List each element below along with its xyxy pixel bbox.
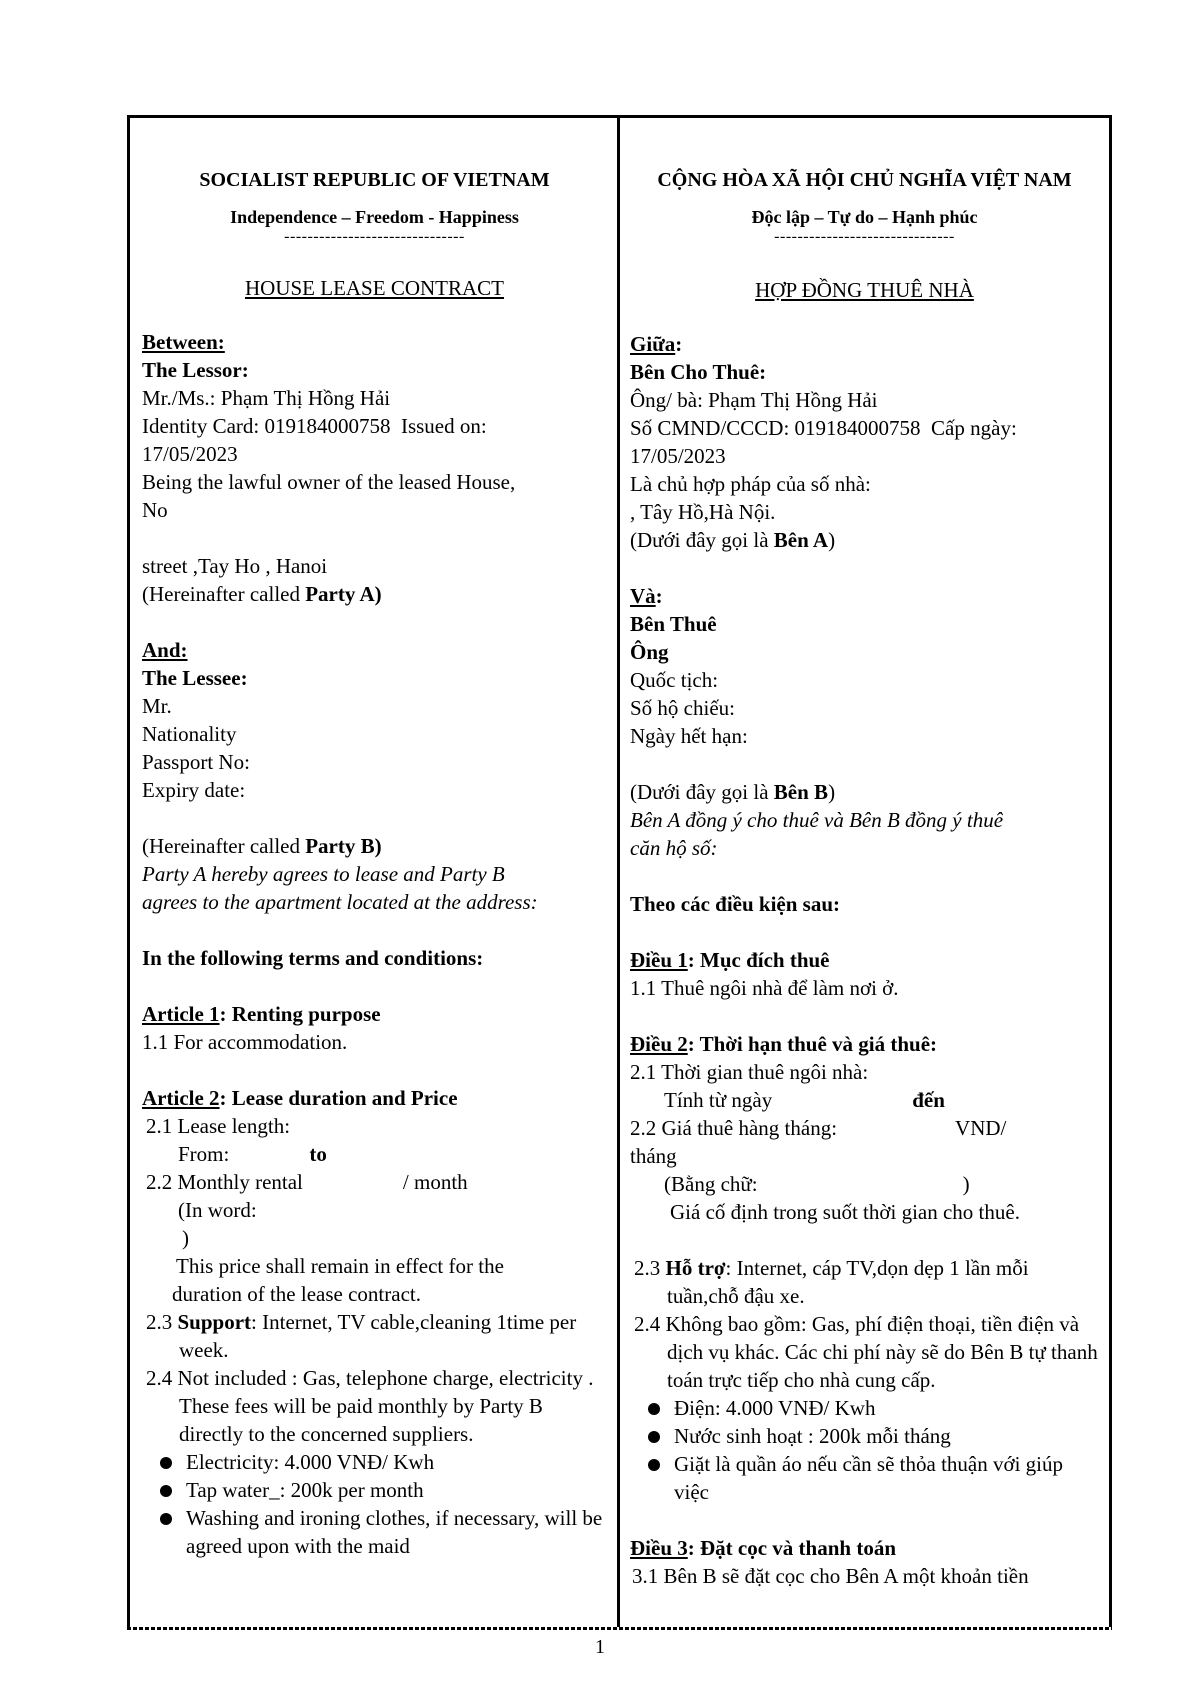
lessee-nationality: Nationality [142,722,237,746]
bullet-water: Tap water_: 200k per month [142,1476,607,1504]
and-heading: And: [142,638,188,662]
bullet-dot-icon [160,1457,172,1469]
owner-street: street ,Tay Ho , Hanoi [142,554,328,578]
lessor-heading-vi: Bên Cho Thuê: [630,360,767,384]
lessor-id: Identity Card: 019184000758 Issued on: [142,414,487,438]
divider-dashes-vi: ------------------------------- [774,228,955,245]
article-1-item: 1.1 For accommodation. [142,1030,348,1054]
party-b-designation: (Hereinafter called Party B) [142,834,382,858]
contract-title: HOUSE LEASE CONTRACT [244,276,504,300]
bullet-laundry-vi: Giặt là quần áo nếu cần sẽ thỏa thuận với giúp việc [630,1450,1099,1506]
monthly-rental-vi: 2.2 Giá thuê hàng tháng: VND/ [630,1116,1007,1140]
agreement-line-2: agrees to the apartment located at the address: [142,890,538,914]
agreement-line-1: Party A hereby agrees to lease and Party B [142,862,505,886]
lessee-passport: Passport No: [142,750,250,774]
country-heading-vi: CỘNG HÒA XÃ HỘI CHỦ NGHĨA VIỆT NAM [657,169,1072,191]
article-1-heading-vi: Điều 1: Mục đích thuê [630,948,830,972]
agreement-line-1-vi: Bên A đồng ý cho thuê và Bên B đồng ý thuê [630,808,1004,832]
lessor-id-date: 17/05/2023 [142,442,238,466]
article-1-heading: Article 1: Renting purpose [142,1002,381,1026]
bullet-dot-icon [160,1513,172,1525]
monthly-rental-unit-vi: tháng [630,1144,677,1168]
page-number: 1 [595,1636,605,1658]
agreement-line-2-vi: căn hộ số: [630,836,718,860]
country-heading: SOCIALIST REPUBLIC OF VIETNAM [199,169,550,191]
lessee-name-vi: Ông [630,640,669,664]
party-b-designation-vi: (Dưới đây gọi là Bên B) [630,780,836,804]
article-1-item-vi: 1.1 Thuê ngôi nhà để làm nơi ở. [630,976,899,1000]
article-3-item-vi: 3.1 Bên B sẽ đặt cọc cho Bên A một khoản tiền [632,1564,1029,1588]
not-included-item: 2.4 Not included : Gas, telephone charge, electricity . These fees will be paid monthly by Party B directly to the concerned suppliers. [146,1366,594,1446]
terms-heading: In the following terms and conditions: [142,946,484,970]
bullet-dot-icon [648,1459,660,1471]
divider-dashes: ------------------------------- [284,228,465,245]
motto-vi: Độc lập – Tự do – Hạnh phúc [751,207,978,227]
monthly-rental: 2.2 Monthly rental / month [146,1170,468,1194]
lessor-id-vi: Số CMND/CCCD: 019184000758 Cấp ngày: [630,416,1017,440]
owner-line: Being the lawful owner of the leased House, [142,470,516,494]
lessor-heading: The Lessor: [142,358,249,382]
owner-line-vi: Là chủ hợp pháp của số nhà: [630,472,871,496]
rental-in-words: (In word: [178,1198,257,1222]
lease-from-to-vi: Tính từ ngày đến [664,1088,945,1112]
english-column [130,118,620,1627]
between-heading-vi: Giữa: [630,332,683,356]
between-heading: Between: [142,330,225,354]
lessee-heading: The Lessee: [142,666,248,690]
article-3-heading-vi: Điều 3: Đặt cọc và thanh toán [630,1536,896,1560]
rental-in-words-vi: (Bằng chữ: ) [664,1172,970,1196]
rental-in-words-close: ) [182,1226,189,1250]
bullet-electricity-vi: Điện: 4.000 VNĐ/ Kwh [630,1394,1099,1422]
bullet-dot-icon [160,1485,172,1497]
support-item-vi: 2.3 Hỗ trợ: Internet, cáp TV,dọn dẹp 1 lần mỗi tuần,chỗ đậu xe. [634,1256,1029,1308]
party-a-designation: (Hereinafter called Party A) [142,582,382,606]
article-2-heading-vi: Điều 2: Thời hạn thuê và giá thuê: [630,1032,938,1056]
lessee-nationality-vi: Quốc tịch: [630,668,719,692]
lessee-heading-vi: Bên Thuê [630,612,717,636]
bullet-dot-icon [648,1403,660,1415]
price-note-1: This price shall remain in effect for the [176,1254,504,1278]
terms-heading-vi: Theo các điều kiện sau: [630,892,841,916]
not-included-item-vi: 2.4 Không bao gồm: Gas, phí điện thoại, tiền điện và dịch vụ khác. Các chi phí này sẽ do Bên B tự thanh toán trực tiếp cho nhà cung cấp. [634,1312,1098,1392]
lessor-id-date-vi: 17/05/2023 [630,444,726,468]
support-item: 2.3 Support: Internet, TV cable,cleaning 1time per week. [146,1310,577,1362]
contract-title-vi: HỢP ĐỒNG THUÊ NHÀ [755,278,974,302]
lease-length: 2.1 Lease length: [146,1114,291,1138]
owner-number: No [142,498,168,522]
lessee-expiry: Expiry date: [142,778,246,802]
price-note-vi: Giá cố định trong suốt thời gian cho thuê. [670,1200,1020,1224]
lessee-name: Mr. [142,694,172,718]
lessor-name: Mr./Ms.: Phạm Thị Hồng Hải [142,386,391,410]
lessee-passport-vi: Số hộ chiếu: [630,696,735,720]
lessor-name-vi: Ông/ bà: Phạm Thị Hồng Hải [630,388,878,412]
lessee-expiry-vi: Ngày hết hạn: [630,724,748,748]
bullet-water-vi: Nước sinh hoạt : 200k mỗi tháng [630,1422,1099,1450]
article-2-heading: Article 2: Lease duration and Price [142,1086,458,1110]
vietnamese-column [620,118,1109,1627]
motto: Independence – Freedom - Happiness [230,207,519,227]
lease-from-to: From: to [178,1142,327,1166]
bilingual-contract-table [127,115,1112,1627]
lease-length-vi: 2.1 Thời gian thuê ngôi nhà: [630,1060,869,1084]
bullet-electricity: Electricity: 4.000 VNĐ/ Kwh [142,1448,607,1476]
owner-address-vi: , Tây Hồ,Hà Nội. [630,500,776,524]
party-a-designation-vi: (Dưới đây gọi là Bên A) [630,528,836,552]
bullet-dot-icon [648,1431,660,1443]
bullet-laundry: Washing and ironing clothes, if necessary, will be agreed upon with the maid [142,1504,607,1560]
and-heading-vi: Và: [630,584,663,608]
price-note-2: duration of the lease contract. [172,1282,421,1306]
